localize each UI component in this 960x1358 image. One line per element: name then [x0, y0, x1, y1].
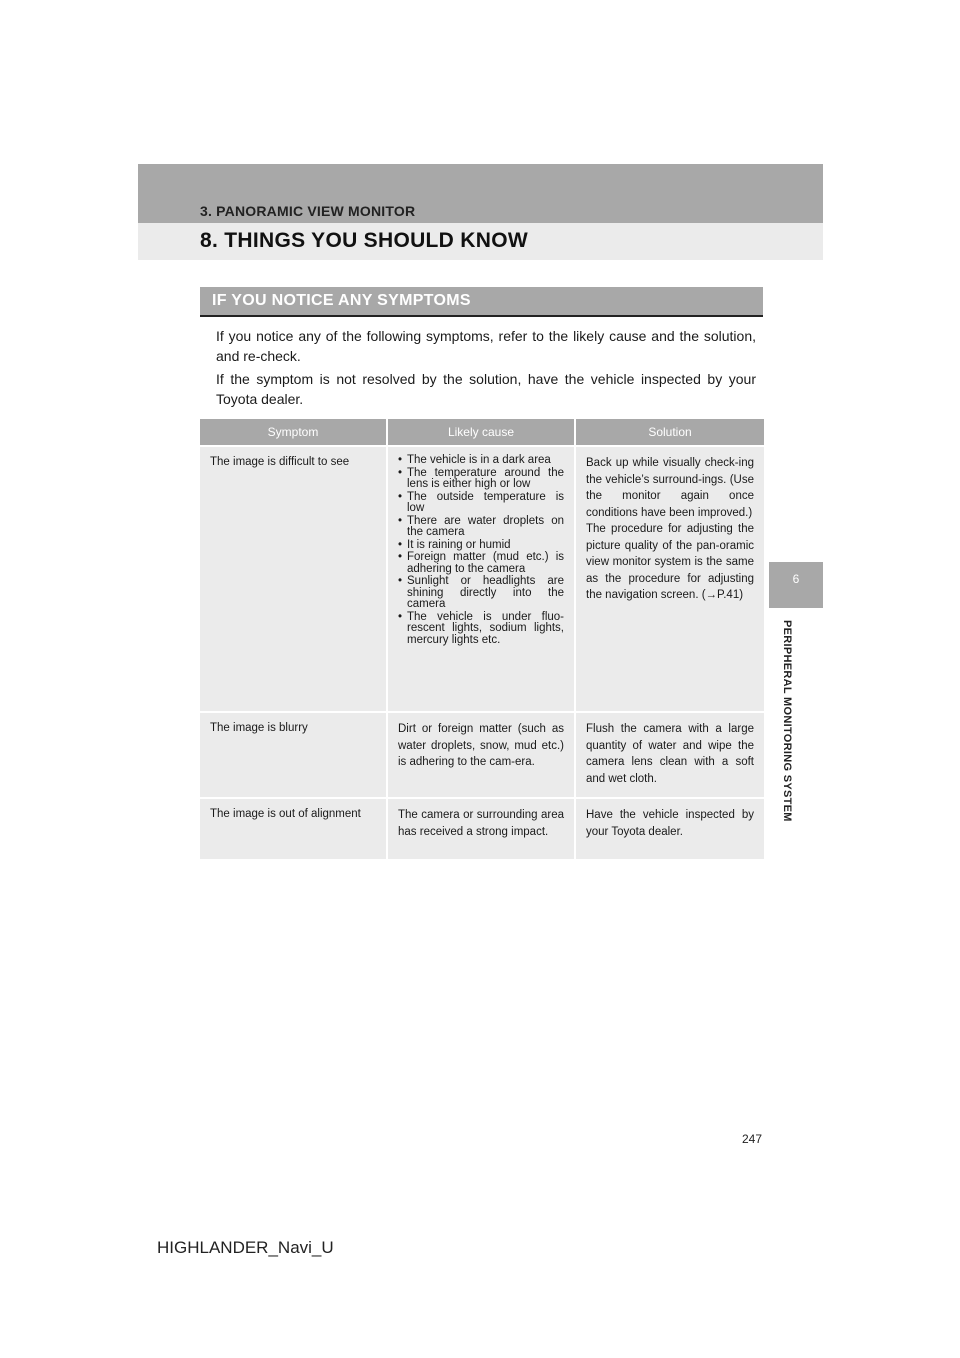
symptom-cell: The image is blurry	[200, 711, 388, 797]
symptom-cell: The image is out of alignment	[200, 797, 388, 859]
list-item: • It is raining or humid	[398, 540, 564, 552]
list-item: • The vehicle is in a dark area	[398, 455, 564, 467]
intro-paragraph-2: If the symptom is not resolved by the solution, have the vehicle inspected by your Toyota dealer.	[216, 371, 756, 407]
cause-cell	[388, 797, 576, 859]
footer-label: HIGHLANDER_Navi_U	[157, 1238, 334, 1257]
cause-list	[398, 455, 564, 646]
solution-text: Flush the camera with a large quantity of water and wipe the camera lens clean with a soft and wet cloth.	[586, 723, 754, 785]
table-header-row	[200, 419, 764, 445]
table-row	[200, 445, 764, 711]
list-item: • The outside temperature is low	[398, 492, 564, 515]
cause-text: The camera or surrounding area has received a strong impact.	[398, 809, 564, 838]
chapter-label: PERIPHERAL MONITORING SYSTEM	[781, 620, 793, 822]
section-label: 3. PANORAMIC VIEW MONITOR	[200, 203, 416, 219]
header-likely-cause: Likely cause	[388, 419, 576, 445]
solution-cell	[576, 797, 764, 859]
list-item: • The temperature around the lens is either high or low	[398, 468, 564, 491]
page-title: 8. THINGS YOU SHOULD KNOW	[200, 229, 528, 252]
table-row	[200, 797, 764, 859]
solution-cell	[576, 445, 764, 711]
chapter-number: 6	[792, 572, 800, 586]
list-item: • Foreign matter (mud etc.) is adhering to the camera	[398, 552, 564, 575]
list-item: • The vehicle is under fluo-rescent lights, sodium lights, mercury lights etc.	[398, 612, 564, 647]
symptom-cell: The image is difficult to see	[200, 445, 388, 711]
cause-cell	[388, 711, 576, 797]
list-item: • Sunlight or headlights are shining directly into the camera	[398, 576, 564, 611]
table-row	[200, 711, 764, 797]
solution-text: Have the vehicle inspected by your Toyota dealer.	[586, 809, 754, 838]
subsection-title: IF YOU NOTICE ANY SYMPTOMS	[212, 292, 471, 309]
solution-text-2: The procedure for adjusting the picture quality of the pan-oramic view monitor system is the same as the procedure for adjusting the navigation screen. (→P.41)	[586, 523, 754, 601]
header-symptom: Symptom	[200, 419, 388, 445]
intro-paragraph-1: If you notice any of the following symptoms, refer to the likely cause and the solution, and re-check.	[216, 328, 756, 364]
solution-cell	[576, 711, 764, 797]
subsection-header	[200, 287, 763, 317]
cause-cell	[388, 445, 576, 711]
cause-text: Dirt or foreign matter (such as water droplets, snow, mud etc.) is adhering to the cam-era.	[398, 723, 564, 768]
symptoms-table	[200, 419, 764, 859]
list-item: • There are water droplets on the camera	[398, 516, 564, 539]
solution-text-1: Back up while visually check-ing the vehicle’s surround-ings. (Use the monitor again once conditions have been improved.)	[586, 457, 754, 519]
header-solution: Solution	[576, 419, 764, 445]
page-number: 247	[742, 1132, 763, 1146]
